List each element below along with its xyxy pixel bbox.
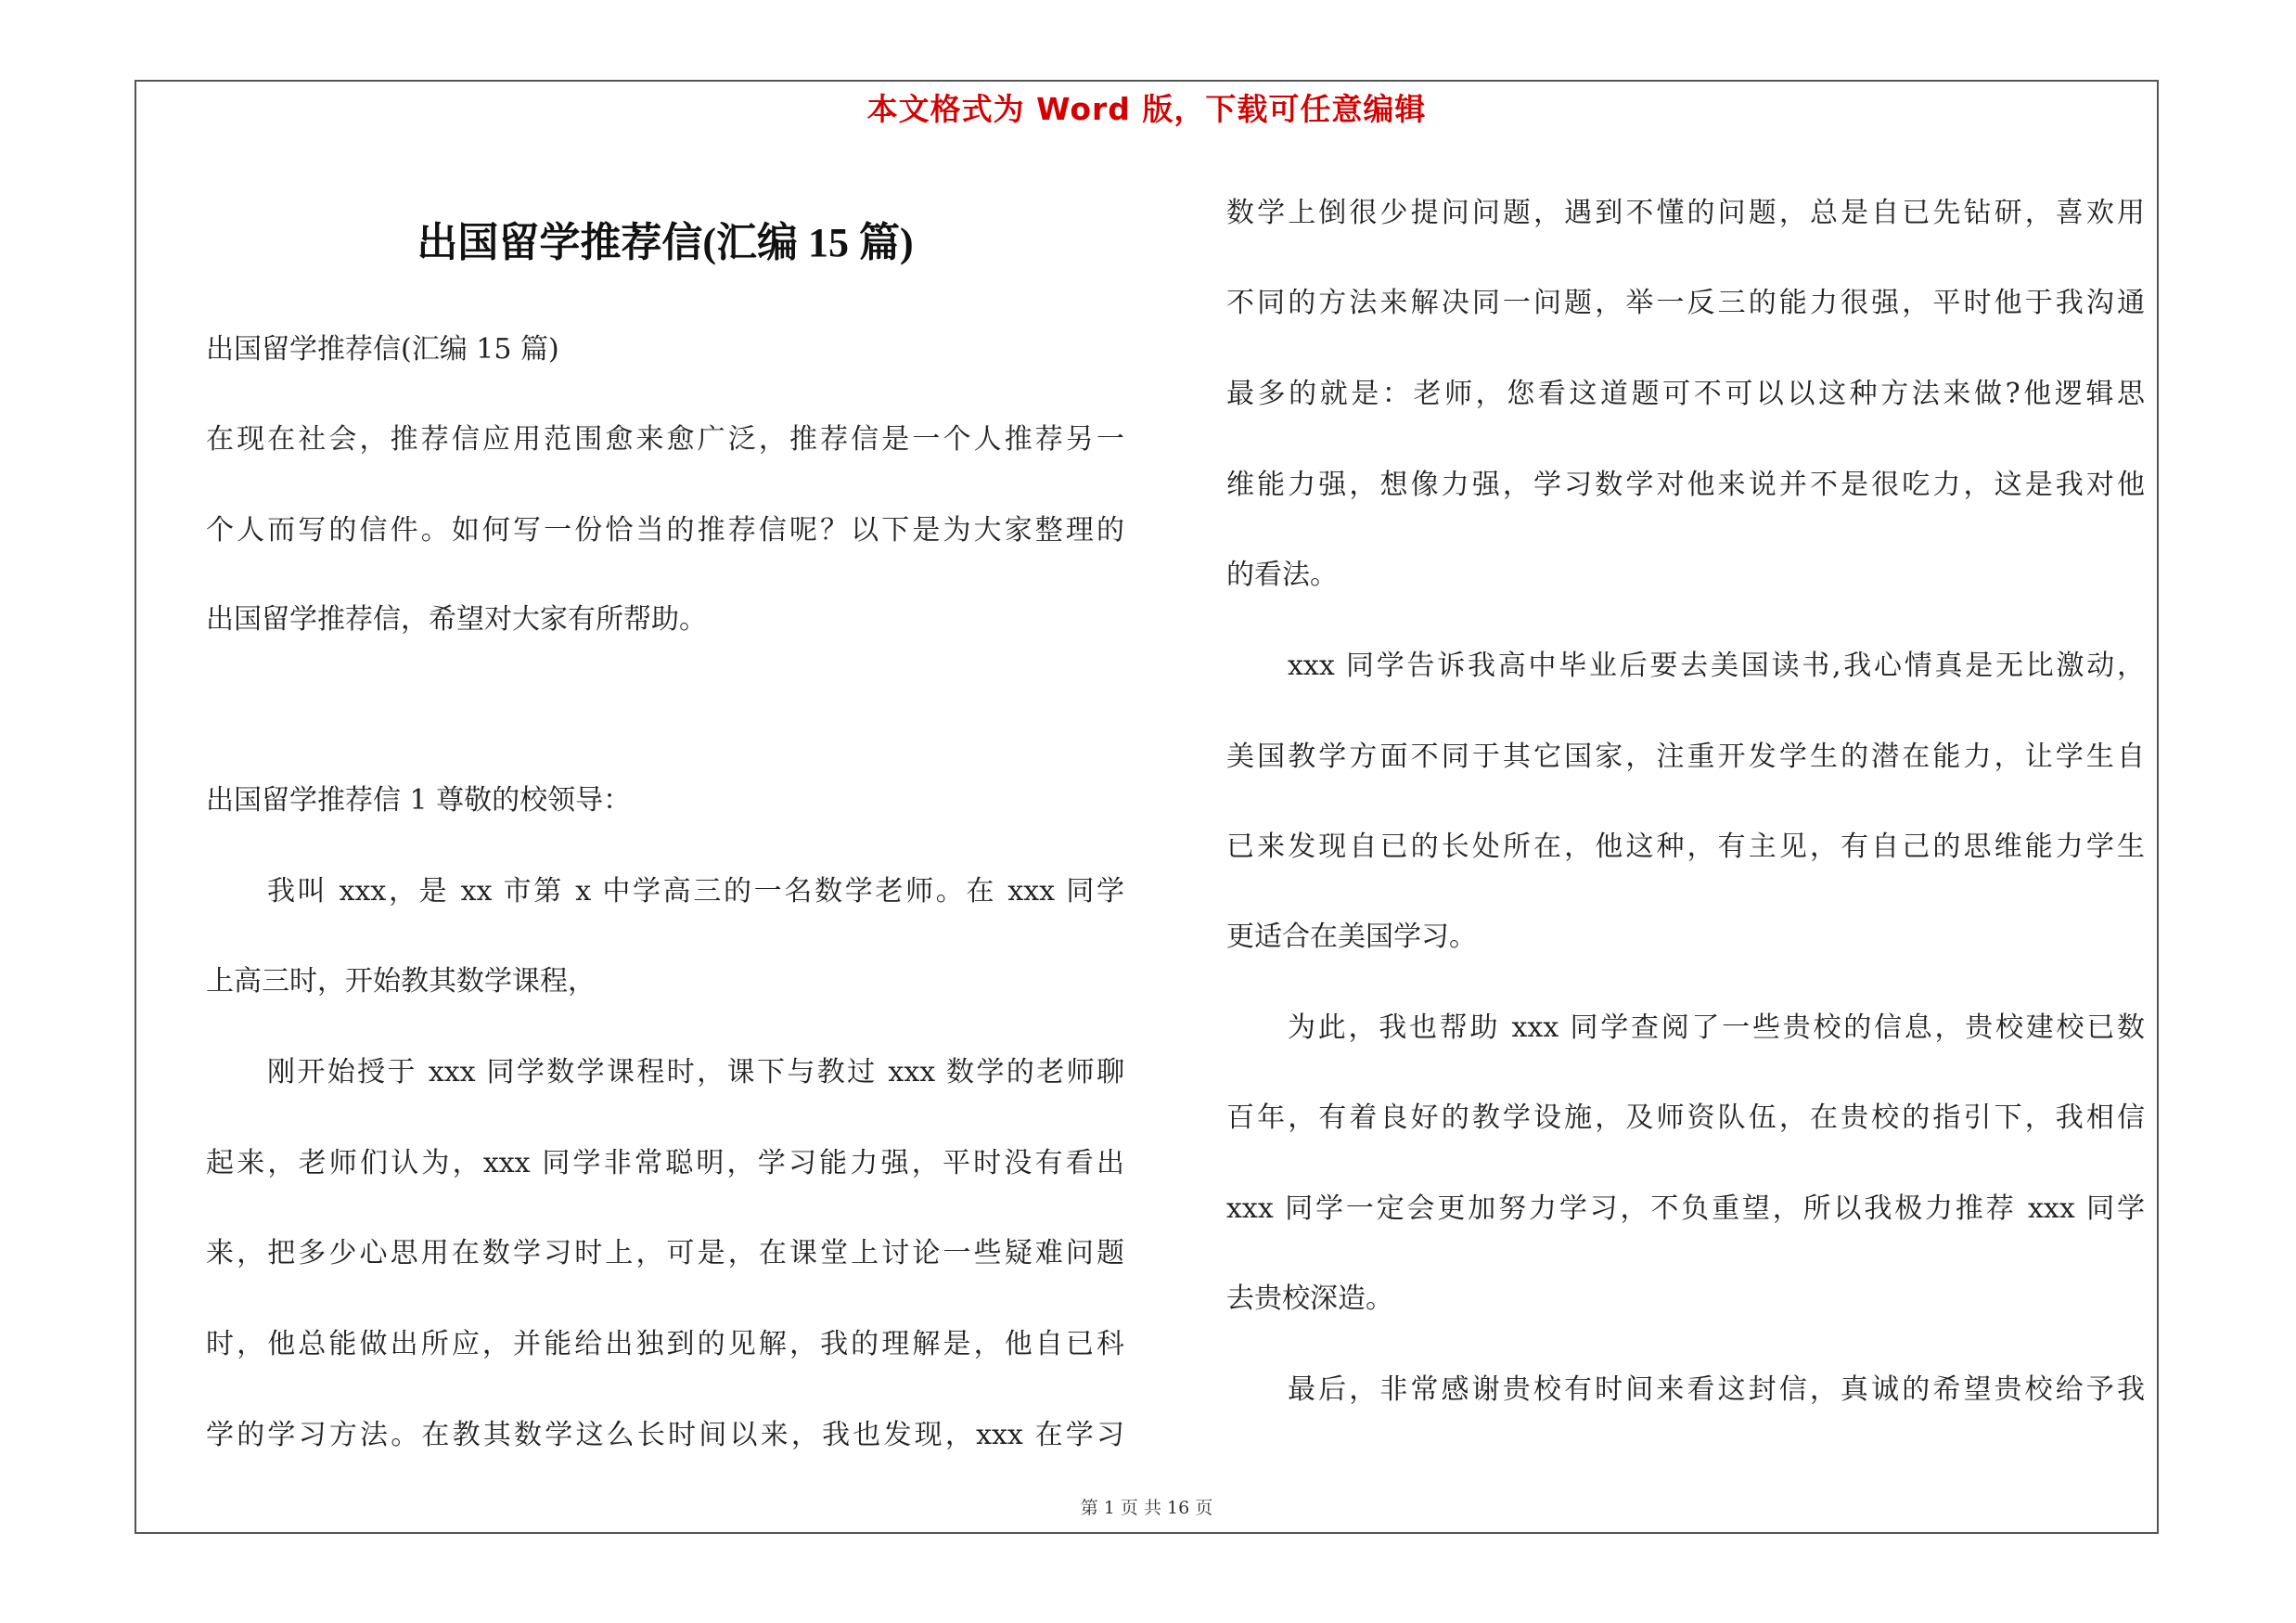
right_column-line-3: 最多的就是：老师，您看这道题可不可以以这种方法来做?他逻辑思 (1226, 378, 2145, 410)
left_column-line-8: 刚开始授于 xxx 同学数学课程时，课下与教过 xxx 数学的老师聊 (267, 1056, 1124, 1088)
right_column-line-12: xxx 同学一定会更加努力学习，不负重望，所以我极力推荐 xxx 同学 (1226, 1192, 2145, 1225)
left_column-line-10: 来，把多少心思用在数学习时上，可是，在课堂上讨论一些疑难问题 (206, 1237, 1124, 1269)
left_column-line-3: 个人而写的信件。如何写一份恰当的推荐信呢？以下是为大家整理的 (206, 514, 1124, 547)
left_column-line-2: 在现在社会，推荐信应用范围愈来愈广泛，推荐信是一个人推荐另一 (206, 423, 1124, 456)
document-title: 出国留学推荐信(汇编 15 篇) (417, 220, 914, 265)
page-number-footer: 第 1 页 共 16 页 (1080, 1498, 1213, 1518)
right_column-line-1: 数学上倒很少提问问题，遇到不懂的问题，总是自已先钻研，喜欢用 (1226, 197, 2145, 229)
left_column-line-6: 我叫 xxx，是 xx 市第 x 中学高三的一名数学老师。在 xxx 同学 (267, 875, 1124, 908)
right_column-line-9: 更适合在美国学习。 (1226, 921, 1477, 953)
left_column-line-5: 出国留学推荐信 1 尊敬的校领导： (206, 784, 632, 817)
right_column-line-14: 最后，非常感谢贵校有时间来看这封信，真诚的希望贵校给予我 (1288, 1373, 2145, 1406)
right_column-line-10: 为此，我也帮助 xxx 同学查阅了一些贵校的信息，贵校建校已数 (1288, 1011, 2145, 1044)
right_column-line-4: 维能力强，想像力强，学习数学对他来说并不是很吃力，这是我对他 (1226, 469, 2145, 501)
left_column-line-1: 出国留学推荐信(汇编 15 篇) (206, 333, 559, 366)
right_column-line-11: 百年，有着良好的教学设施，及师资队伍，在贵校的指引下，我相信 (1226, 1101, 2145, 1134)
right_column-line-7: 美国教学方面不同于其它国家，注重开发学生的潜在能力，让学生自 (1226, 741, 2145, 773)
left_column-line-9: 起来，老师们认为，xxx 同学非常聪明，学习能力强，平时没有看出 (206, 1147, 1124, 1179)
right_column-line-8: 已来发现自已的长处所在，他这种，有主见，有自己的思维能力学生 (1226, 831, 2145, 863)
right_column-line-6: xxx 同学告诉我高中毕业后要去美国读书,我心情真是无比激动， (1288, 650, 2145, 682)
right_column-line-2: 不同的方法来解决同一问题，举一反三的能力很强，平时他于我沟通 (1226, 287, 2145, 319)
right_column-line-13: 去贵校深造。 (1226, 1282, 1393, 1315)
left_column-line-11: 时，他总能做出所应，并能给出独到的见解，我的理解是，他自已科 (206, 1328, 1124, 1360)
left_column-line-7: 上高三时，开始教其数学课程， (206, 965, 596, 998)
left_column-line-4: 出国留学推荐信，希望对大家有所帮助。 (206, 603, 707, 636)
right_column-line-5: 的看法。 (1226, 559, 1338, 591)
word-format-banner: 本文格式为 Word 版，下载可任意编辑 (866, 91, 1427, 127)
left_column-line-12: 学的学习方法。在教其数学这么长时间以来，我也发现，xxx 在学习 (206, 1419, 1124, 1451)
